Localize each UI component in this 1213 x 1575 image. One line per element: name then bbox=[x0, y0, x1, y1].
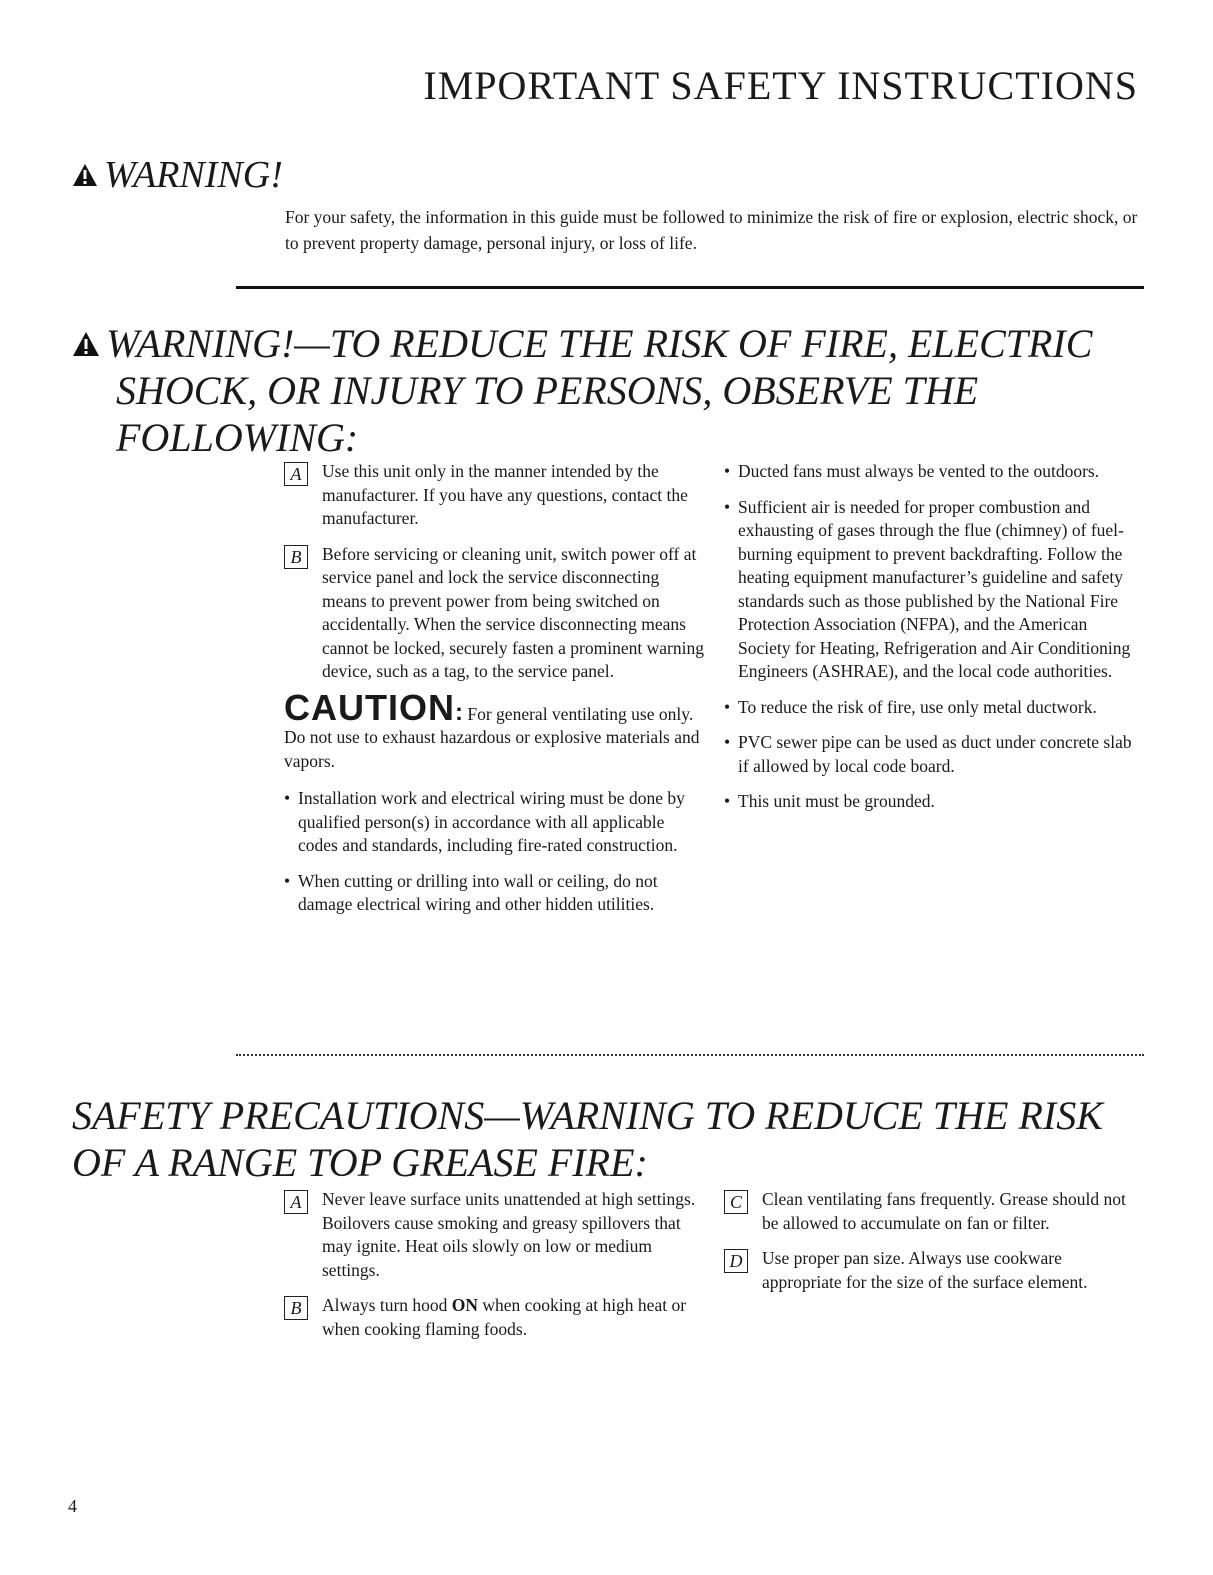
page-title: IMPORTANT SAFETY INSTRUCTIONS bbox=[423, 63, 1138, 108]
precautions-left-column bbox=[284, 1188, 704, 1353]
warning-fire-heading-line3: FOLLOWING: bbox=[116, 415, 359, 460]
item-marker: A bbox=[284, 462, 308, 486]
bullet-icon: • bbox=[724, 696, 731, 717]
instructions-left-column bbox=[284, 460, 704, 929]
list-item bbox=[724, 1247, 1144, 1294]
item-marker: B bbox=[284, 1296, 308, 1320]
bullet-text: This unit must be grounded. bbox=[738, 791, 935, 811]
warning-triangle-icon bbox=[72, 163, 98, 187]
list-item bbox=[724, 460, 1144, 484]
caution-label: CAUTION bbox=[284, 686, 455, 728]
precautions-heading-line1: SAFETY PRECAUTIONS—WARNING TO REDUCE THE RISK bbox=[72, 1093, 1103, 1138]
list-item bbox=[724, 496, 1144, 684]
bullet-text: When cutting or drilling into wall or ceiling, do not damage electrical wiring and other hidden utilities. bbox=[298, 870, 658, 914]
bullet-text: Sufficient air is needed for proper combustion and exhausting of gases through the flue (chimney) of fuel-burning equipment to prevent backdrafting. Follow the heating equipment manufacturer’s guideline and safety standards such as those published by the National Fire Protection Association (NFPA), and the American Society for Heating, Refrigeration and Air Conditioning Engineers (ASHRAE), and the local code authorities. bbox=[738, 496, 1131, 681]
item-text: Before servicing or cleaning unit, switch power off at service panel and lock the service disconnecting means to prevent power from being switched on accidentally. When the service disconnecting means cannot be locked, securely fasten a prominent warning device, such as a tag, to the service panel. bbox=[322, 543, 704, 681]
warning-fire-heading bbox=[72, 320, 1192, 461]
list-item bbox=[724, 696, 1144, 720]
list-item bbox=[724, 1188, 1144, 1235]
bullet-icon: • bbox=[284, 870, 291, 891]
item-text-part: Always turn hood bbox=[322, 1295, 452, 1315]
item-text: Use proper pan size. Always use cookware appropriate for the size of the surface element. bbox=[762, 1248, 1088, 1292]
item-text: Never leave surface units unattended at high settings. Boilovers cause smoking and greasy spillovers that may ignite. Heat oils slowly on low or medium settings. bbox=[322, 1189, 696, 1280]
bullet-text: Installation work and electrical wiring must be done by qualified person(s) in accordance with all applicable codes and standards, including fire-rated construction. bbox=[298, 788, 685, 855]
list-item bbox=[724, 731, 1144, 778]
warning-heading bbox=[72, 150, 283, 200]
page-number: 4 bbox=[68, 1496, 77, 1516]
bullet-icon: • bbox=[724, 732, 731, 752]
section-divider bbox=[236, 286, 1144, 289]
caution-text: For general ventilating use only. Do not use to exhaust hazardous or explosive materials and vapors. bbox=[284, 703, 700, 771]
caution-notice bbox=[284, 686, 704, 774]
precautions-right-column bbox=[724, 1188, 1144, 1306]
item-marker: B bbox=[284, 545, 308, 569]
item-marker: D bbox=[724, 1249, 748, 1273]
bullet-text: To reduce the risk of fire, use only metal ductwork. bbox=[738, 696, 1097, 717]
precautions-heading-line2: OF A RANGE TOP GREASE FIRE: bbox=[72, 1140, 648, 1185]
bullet-icon: • bbox=[724, 791, 731, 811]
list-item bbox=[284, 1188, 704, 1282]
item-text bbox=[322, 1294, 704, 1341]
warning-intro-text: For your safety, the information in this guide must be followed to minimize the risk of fire or explosion, electric shock, or to prevent property damage, personal injury, or loss of life. bbox=[285, 207, 1138, 253]
caution-colon: : bbox=[455, 698, 463, 726]
list-item bbox=[284, 787, 704, 858]
item-text-emphasis: ON bbox=[451, 1295, 479, 1315]
bullet-icon: • bbox=[284, 788, 291, 808]
instructions-right-column bbox=[724, 460, 1144, 826]
list-item bbox=[284, 460, 704, 531]
item-text: Clean ventilating fans frequently. Grease should not be allowed to accumulate on fan or filter. bbox=[762, 1189, 1126, 1233]
list-item bbox=[284, 870, 704, 917]
bullet-icon: • bbox=[724, 461, 731, 481]
warning-heading-text: WARNING! bbox=[104, 154, 283, 196]
bullet-text: Ducted fans must always be vented to the outdoors. bbox=[738, 461, 1100, 481]
item-marker: C bbox=[724, 1190, 748, 1214]
precautions-heading bbox=[72, 1092, 1192, 1186]
bullet-text: PVC sewer pipe can be used as duct under concrete slab if allowed by local code board. bbox=[738, 732, 1132, 776]
list-item bbox=[284, 543, 704, 684]
bullet-icon: • bbox=[724, 496, 731, 517]
warning-triangle-icon bbox=[72, 331, 100, 357]
list-item bbox=[724, 790, 1144, 814]
warning-fire-heading-line1: WARNING!—TO REDUCE THE RISK OF FIRE, ELECTRIC bbox=[106, 321, 1093, 366]
item-text-part: when cooking at high heat or when cooking flaming foods. bbox=[322, 1295, 687, 1339]
section-divider bbox=[236, 1054, 1144, 1056]
item-text: Use this unit only in the manner intended by the manufacturer. If you have any questions, contact the manufacturer. bbox=[322, 461, 688, 528]
warning-fire-heading-line2: SHOCK, OR INJURY TO PERSONS, OBSERVE THE bbox=[116, 368, 979, 413]
list-item bbox=[284, 1294, 704, 1341]
item-marker: A bbox=[284, 1190, 308, 1214]
